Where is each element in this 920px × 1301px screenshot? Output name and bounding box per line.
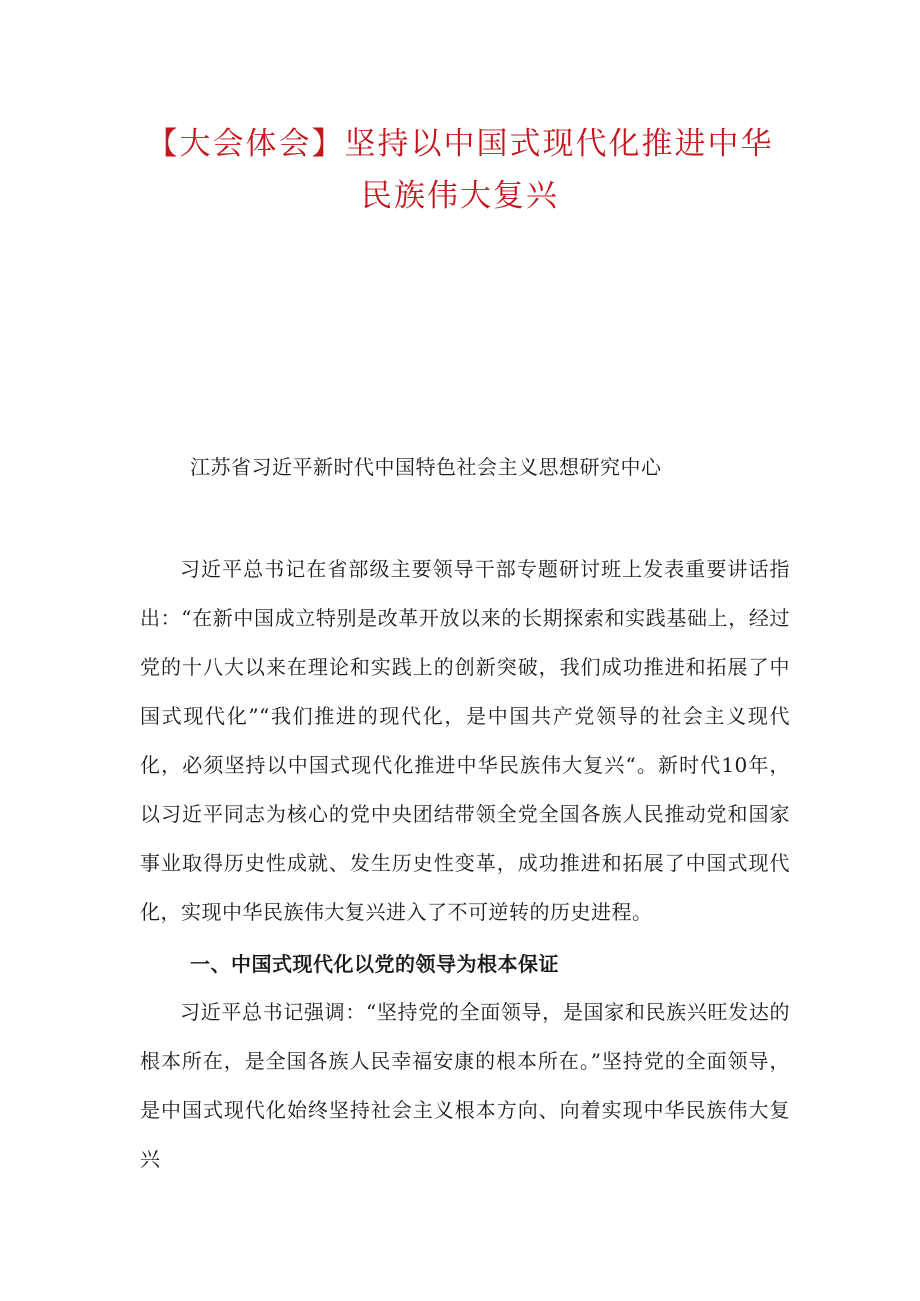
paragraph-2: 习近平总书记强调：“坚持党的全面领导，是国家和民族兴旺发达的根本所在，是全国各族人民幸福安康的根本所在。”坚持党的全面领导，是中国式现代化始终坚持社会主义根本方向、向着实现中华民族伟大复兴 (140, 1000, 790, 1171)
document-title (120, 118, 800, 222)
author-source: 江苏省习近平新时代中国特色社会主义思想研究中心 (190, 455, 662, 479)
paragraph-1: 习近平总书记在省部级主要领导干部专题研讨班上发表重要讲话指出：“在新中国成立特别是改革开放以来的长期探索和实践基础上，经过党的十八大以来在理论和实践上的创新突破，我们成功推进和拓展了中国式现代化”“我们推进的现代化，是中国共产党领导的社会主义现代化，必须坚持以中国式现代化推进中华民族伟大复兴“。新时代10年，以习近平同志为核心的党中央团结带领全党全国各族人民推动党和国家事业取得历史性成就、发生历史性变革，成功推进和拓展了中国式现代化，实现中华民族伟大复兴进入了不可逆转的历史进程。 (140, 557, 790, 924)
paragraph-1-block (140, 545, 790, 937)
paragraph-2-block (140, 988, 790, 1184)
section-1-heading: 一、中国式现代化以党的领导为根本保证 (190, 952, 559, 976)
title-line-2: 民族伟大复兴 (361, 178, 559, 214)
title-line-1: 【大会体会】坚持以中国式现代化推进中华 (146, 126, 774, 162)
